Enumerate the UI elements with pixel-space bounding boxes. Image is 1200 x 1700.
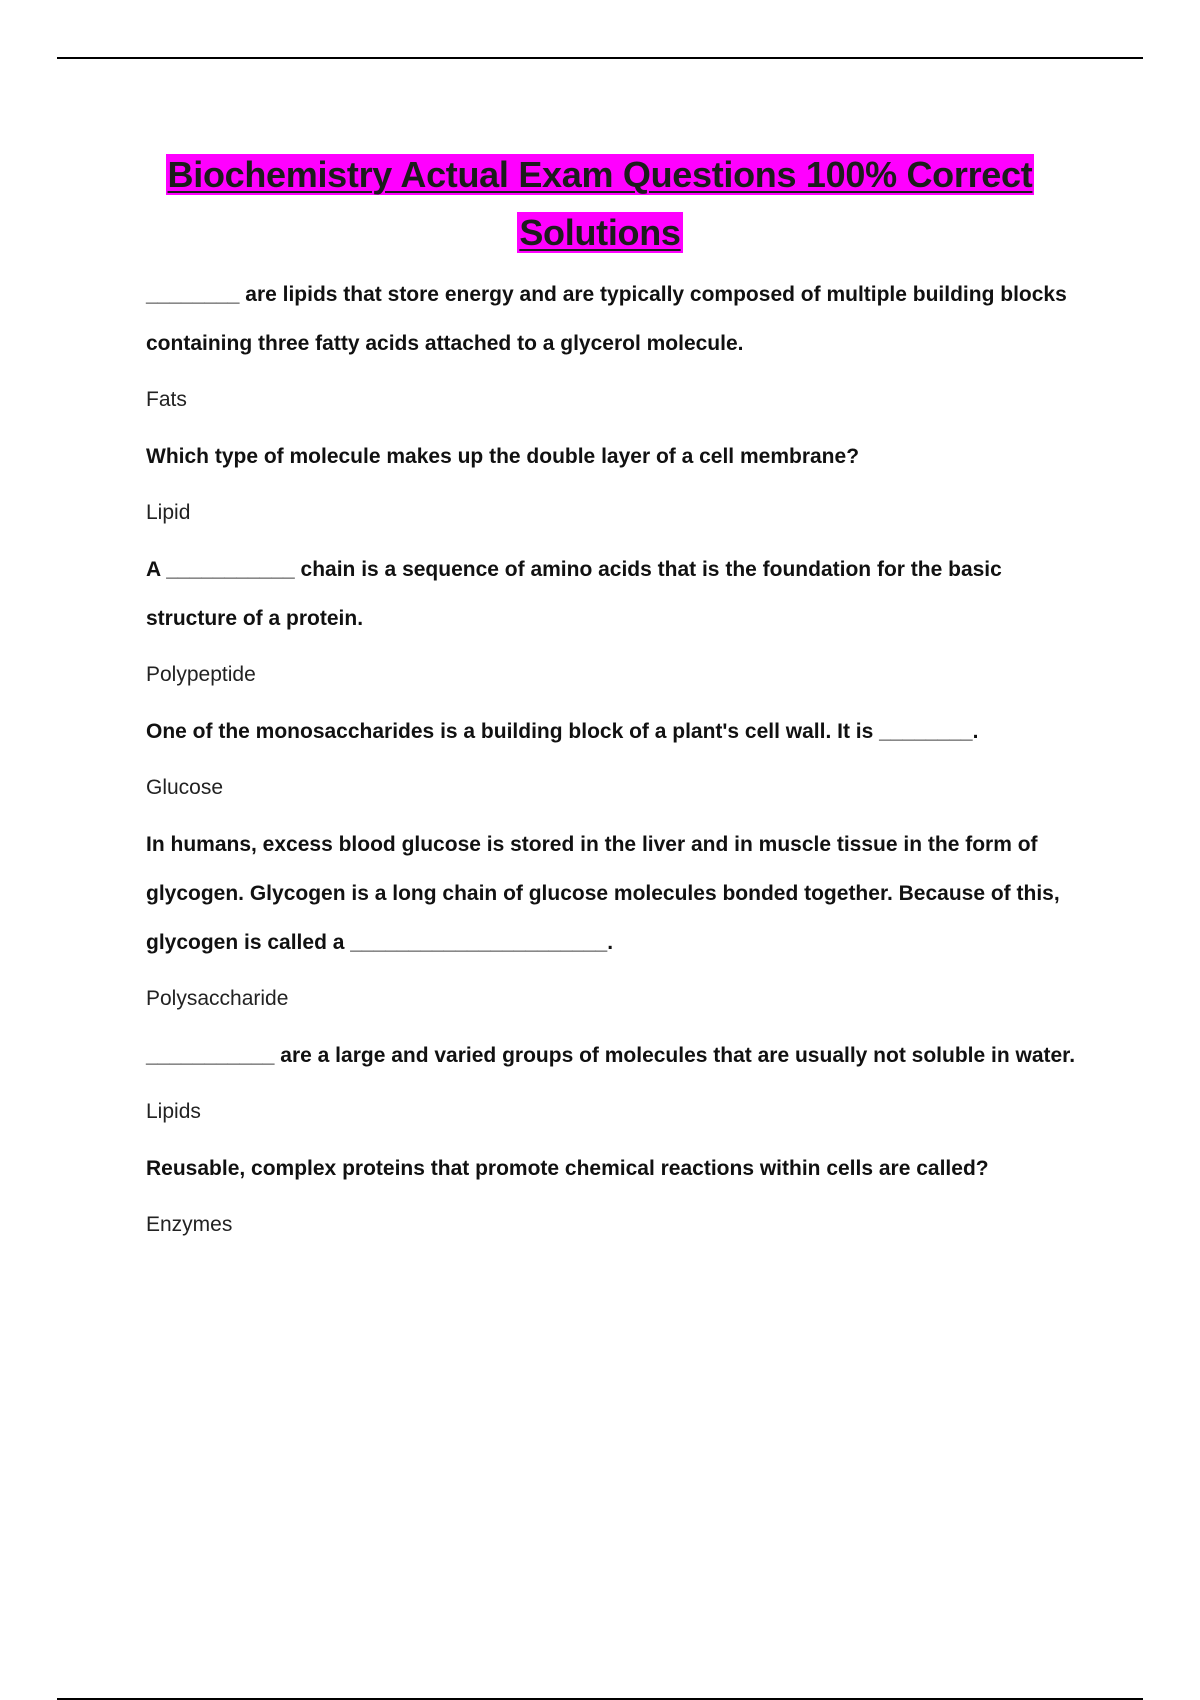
qa-list <box>146 270 1096 1257</box>
question-text: Which type of molecule makes up the double layer of a cell membrane? <box>146 445 860 468</box>
answer-text: Glucose <box>146 776 224 799</box>
question-text: ________ are lipids that store energy and are typically composed of multiple building blocks containing three fatty acids attached to a glycerol molecule. <box>146 283 1067 355</box>
top-rule <box>57 57 1143 59</box>
question-text: ___________ are a large and varied groups of molecules that are usually not soluble in water. <box>146 1044 1076 1067</box>
qa-item <box>146 432 1096 535</box>
answer-text: Polysaccharide <box>146 987 289 1010</box>
qa-item <box>146 270 1096 422</box>
qa-item <box>146 820 1096 1021</box>
answer-text: Lipid <box>146 501 191 524</box>
answer-text: Enzymes <box>146 1213 233 1236</box>
question-text: In humans, excess blood glucose is stored in the liver and in muscle tissue in the form of glycogen. Glycogen is a long chain of glucose molecules bonded together. Because of this, glycogen is called a ______________________. <box>146 833 1060 954</box>
qa-item <box>146 1031 1096 1134</box>
question-text: One of the monosaccharides is a building block of a plant's cell wall. It is ________. <box>146 720 979 743</box>
answer-text: Lipids <box>146 1100 201 1123</box>
answer-text: Polypeptide <box>146 663 256 686</box>
question-text: A ___________ chain is a sequence of amino acids that is the foundation for the basic structure of a protein. <box>146 558 1002 630</box>
qa-item <box>146 545 1096 697</box>
qa-item <box>146 707 1096 810</box>
document-title-text: Biochemistry Actual Exam Questions 100% Correct Solutions <box>167 154 1033 253</box>
qa-item <box>146 1144 1096 1247</box>
answer-text: Fats <box>146 388 187 411</box>
document-title <box>100 146 1100 262</box>
question-text: Reusable, complex proteins that promote chemical reactions within cells are called? <box>146 1157 989 1180</box>
